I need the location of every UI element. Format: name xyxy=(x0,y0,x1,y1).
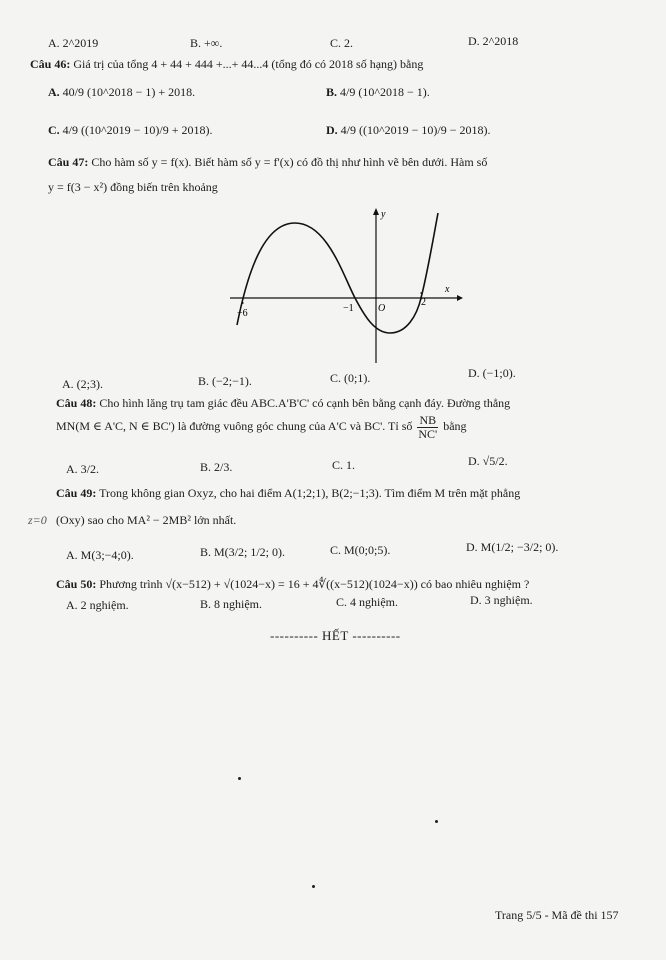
q46-option-a xyxy=(48,85,195,100)
q50-question xyxy=(56,577,529,592)
tick-2: 2 xyxy=(421,297,426,308)
q45-option-c: C. 2. xyxy=(330,36,354,50)
q49-question xyxy=(56,486,520,501)
q46-d-text: 4/9 ((10^2019 − 10)/9 − 2018). xyxy=(340,123,491,137)
q46-b-text: 4/9 (10^2018 − 1). xyxy=(340,85,430,99)
speck-mark xyxy=(312,885,315,888)
q45-option-d: D. 2^2018 xyxy=(468,34,519,48)
tick-minus1: −1 xyxy=(343,303,354,314)
q48-ratio xyxy=(416,414,439,440)
q46-c-text: 4/9 ((10^2019 − 10)/9 + 2018). xyxy=(62,123,213,137)
q46-option-b xyxy=(326,85,430,100)
q50-option-b: B. 8 nghiệm. xyxy=(200,597,262,611)
q47-option-d: D. (−1;0). xyxy=(468,366,516,380)
q48-stem-part-b: bằng xyxy=(443,418,467,433)
q46-option-d xyxy=(326,123,491,138)
end-marker: ---------- HẾT ---------- xyxy=(270,628,401,643)
q50-option-c: C. 4 nghiệm. xyxy=(336,595,398,609)
q49-option-d: D. M(1/2; −3/2; 0). xyxy=(466,540,559,554)
q45-option-b: B. +∞. xyxy=(190,36,223,50)
f-prime-curve xyxy=(237,213,438,333)
speck-mark xyxy=(238,777,241,780)
q48-question xyxy=(56,396,510,411)
q48-stem-line2 xyxy=(56,414,467,440)
q46-stem: Giá trị của tổng 4 + 44 + 444 +...+ 44...4 (tổng đó có 2018 số hạng) bằng xyxy=(73,57,424,71)
q46-question xyxy=(30,57,423,72)
page-info: Trang 5/5 - Mã đề thi 157 xyxy=(495,908,619,922)
q48-option-b: B. 2/3. xyxy=(200,460,233,474)
q50-option-d: D. 3 nghiệm. xyxy=(470,593,533,607)
q48-label: Câu 48: xyxy=(56,396,97,410)
q47-stem-line2: y = f(3 − x²) đồng biến trên khoảng xyxy=(48,180,218,194)
q49-stem-line1: Trong không gian Oxyz, cho hai điểm A(1;2;1), B(2;−1;3). Tìm điểm M trên mặt phẳng xyxy=(99,486,521,500)
x-axis-arrow xyxy=(457,295,463,301)
y-axis-arrow xyxy=(373,208,379,215)
q49-option-c: C. M(0;0;5). xyxy=(330,543,391,557)
q48-ratio-num: NB xyxy=(419,413,437,427)
q46-b-label: B. xyxy=(326,85,338,99)
q48-option-d: D. √5/2. xyxy=(468,454,508,468)
q49-stem-line2: (Oxy) sao cho MA² − 2MB² lớn nhất. xyxy=(56,513,237,527)
q47-option-a: A. (2;3). xyxy=(62,377,103,391)
q48-option-c: C. 1. xyxy=(332,458,356,472)
q48-stem-line1: Cho hình lăng trụ tam giác đều ABC.A'B'C' có cạnh bên bằng cạnh đáy. Đường thẳng xyxy=(99,396,511,410)
q47-label: Câu 47: xyxy=(48,155,89,169)
q48-option-a: A. 3/2. xyxy=(66,462,99,476)
derivative-graph xyxy=(225,205,465,365)
q47-stem-line1: Cho hàm số y = f(x). Biết hàm số y = f'(x) có đồ thị như hình vẽ bên dưới. Hàm số xyxy=(91,155,488,169)
q50-stem: Phương trình √(x−512) + √(1024−x) = 16 + 4∜((x−512)(1024−x)) có bao nhiêu nghiệm ? xyxy=(99,577,530,591)
q47-option-b: B. (−2;−1). xyxy=(198,374,252,388)
tick-minus6: −6 xyxy=(237,308,248,319)
q50-label: Câu 50: xyxy=(56,577,97,591)
q47-option-c: C. (0;1). xyxy=(330,371,371,385)
q49-label: Câu 49: xyxy=(56,486,97,500)
q45-option-a: A. 2^2019 xyxy=(48,36,99,50)
y-label: y xyxy=(381,209,386,220)
q47-question xyxy=(48,155,487,170)
origin-label: O xyxy=(378,303,386,314)
q46-c-label: C. xyxy=(48,123,60,137)
q50-option-a: A. 2 nghiệm. xyxy=(66,598,129,612)
q46-label: Câu 46: xyxy=(30,57,71,71)
q46-a-label: A. xyxy=(48,85,60,99)
speck-mark xyxy=(435,820,438,823)
q48-ratio-den: NC' xyxy=(418,426,438,441)
q46-a-text: 40/9 (10^2018 − 1) + 2018. xyxy=(62,85,196,99)
q46-option-c xyxy=(48,123,213,138)
x-label: x xyxy=(445,284,450,295)
handwritten-note: z=0 xyxy=(28,513,47,527)
q48-stem-part-a: MN(M ∈ A'C, N ∈ BC') là đường vuông góc chung của A'C và BC'. Tỉ số xyxy=(56,418,413,433)
q46-d-label: D. xyxy=(326,123,338,137)
q49-option-b: B. M(3/2; 1/2; 0). xyxy=(200,545,286,559)
q49-option-a: A. M(3;−4;0). xyxy=(66,548,134,562)
